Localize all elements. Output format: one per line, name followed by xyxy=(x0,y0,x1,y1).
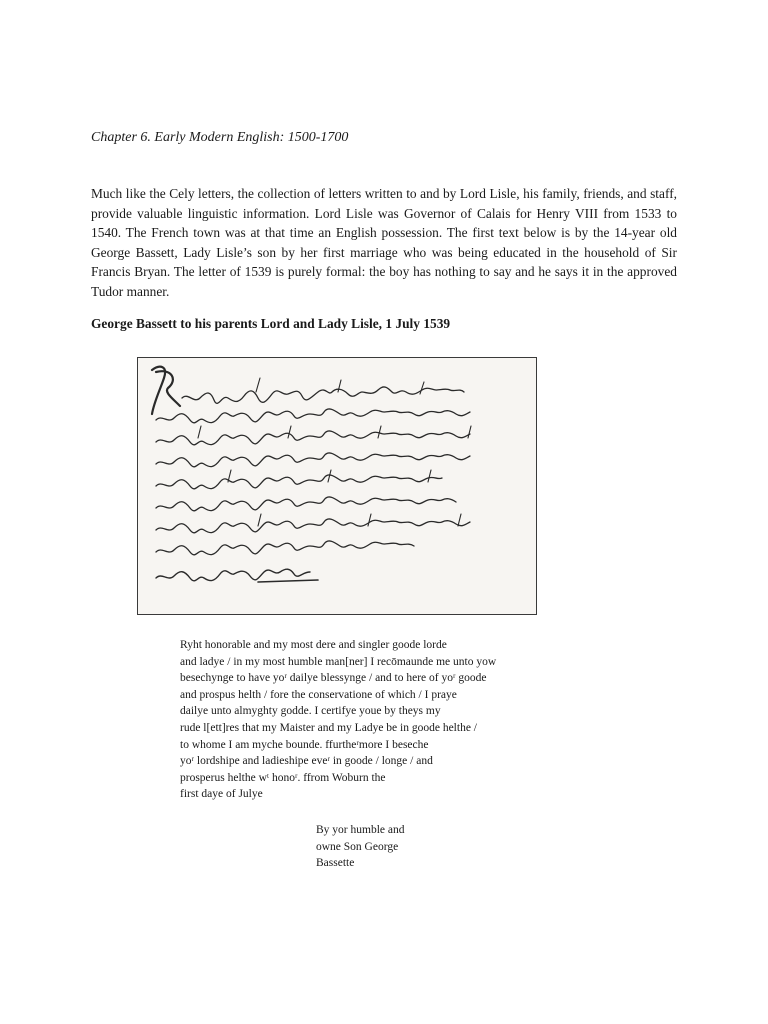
transcription-line: besechynge to have yoʳ dailye blessynge / and to here of yoʳ goode xyxy=(180,672,487,685)
signature-line: By yor humble and xyxy=(316,824,405,836)
signature-line: owne Son George xyxy=(316,840,399,853)
handwritten-letter-facsimile xyxy=(138,358,536,614)
transcription-line: rude l[ett]res that my Maister and my Ladye be in goode helthe / xyxy=(180,721,477,734)
letter-signature xyxy=(316,822,404,872)
transcription-line: to whome I am myche bounde. ffurtheʳmore I beseche xyxy=(180,738,429,751)
transcription-line: first daye of Julye xyxy=(180,788,263,801)
transcription-line: prosperus helthe wᵗ honoʳ. ffrom Woburn the xyxy=(180,771,386,784)
letter-heading: George Bassett to his parents Lord and Lady Lisle, 1 July 1539 xyxy=(91,316,451,331)
letter-transcription xyxy=(180,637,496,803)
transcription-line: and prospus helth / fore the conservatione of which / I praye xyxy=(180,688,457,701)
signature-line: Bassette xyxy=(316,857,355,870)
transcription-line: and ladye / in my most humble man[ner] I recōmaunde me unto yow xyxy=(180,655,497,668)
transcription-line: dailye unto almyghty godde. I certifye youe by theys my xyxy=(180,705,441,718)
chapter-title: Chapter 6. Early Modern English: 1500-1700 xyxy=(91,130,349,145)
transcription-line: Ryht honorable and my most dere and singler goode lorde xyxy=(180,639,447,651)
intro-paragraph: Much like the Cely letters, the collection of letters written to and by Lord Lisle, his family, friends, and staff, provide valuable linguistic information. Lord Lisle was Governor of Calais for Henry VIII from 1533 to 1540. The French town was at that time an English possession. The first text below is by the 14-year old George Bassett, Lady Lisle’s son by her first marriage who was being educated in the household of Sir Francis Bryan. The letter of 1539 is purely formal: the boy has nothing to say and he says it in the approved Tudor manner. xyxy=(91,186,677,299)
transcription-line: yoʳ lordshipe and ladieshipe eveʳ in goode / longe / and xyxy=(180,755,433,768)
manuscript-image xyxy=(137,357,537,615)
